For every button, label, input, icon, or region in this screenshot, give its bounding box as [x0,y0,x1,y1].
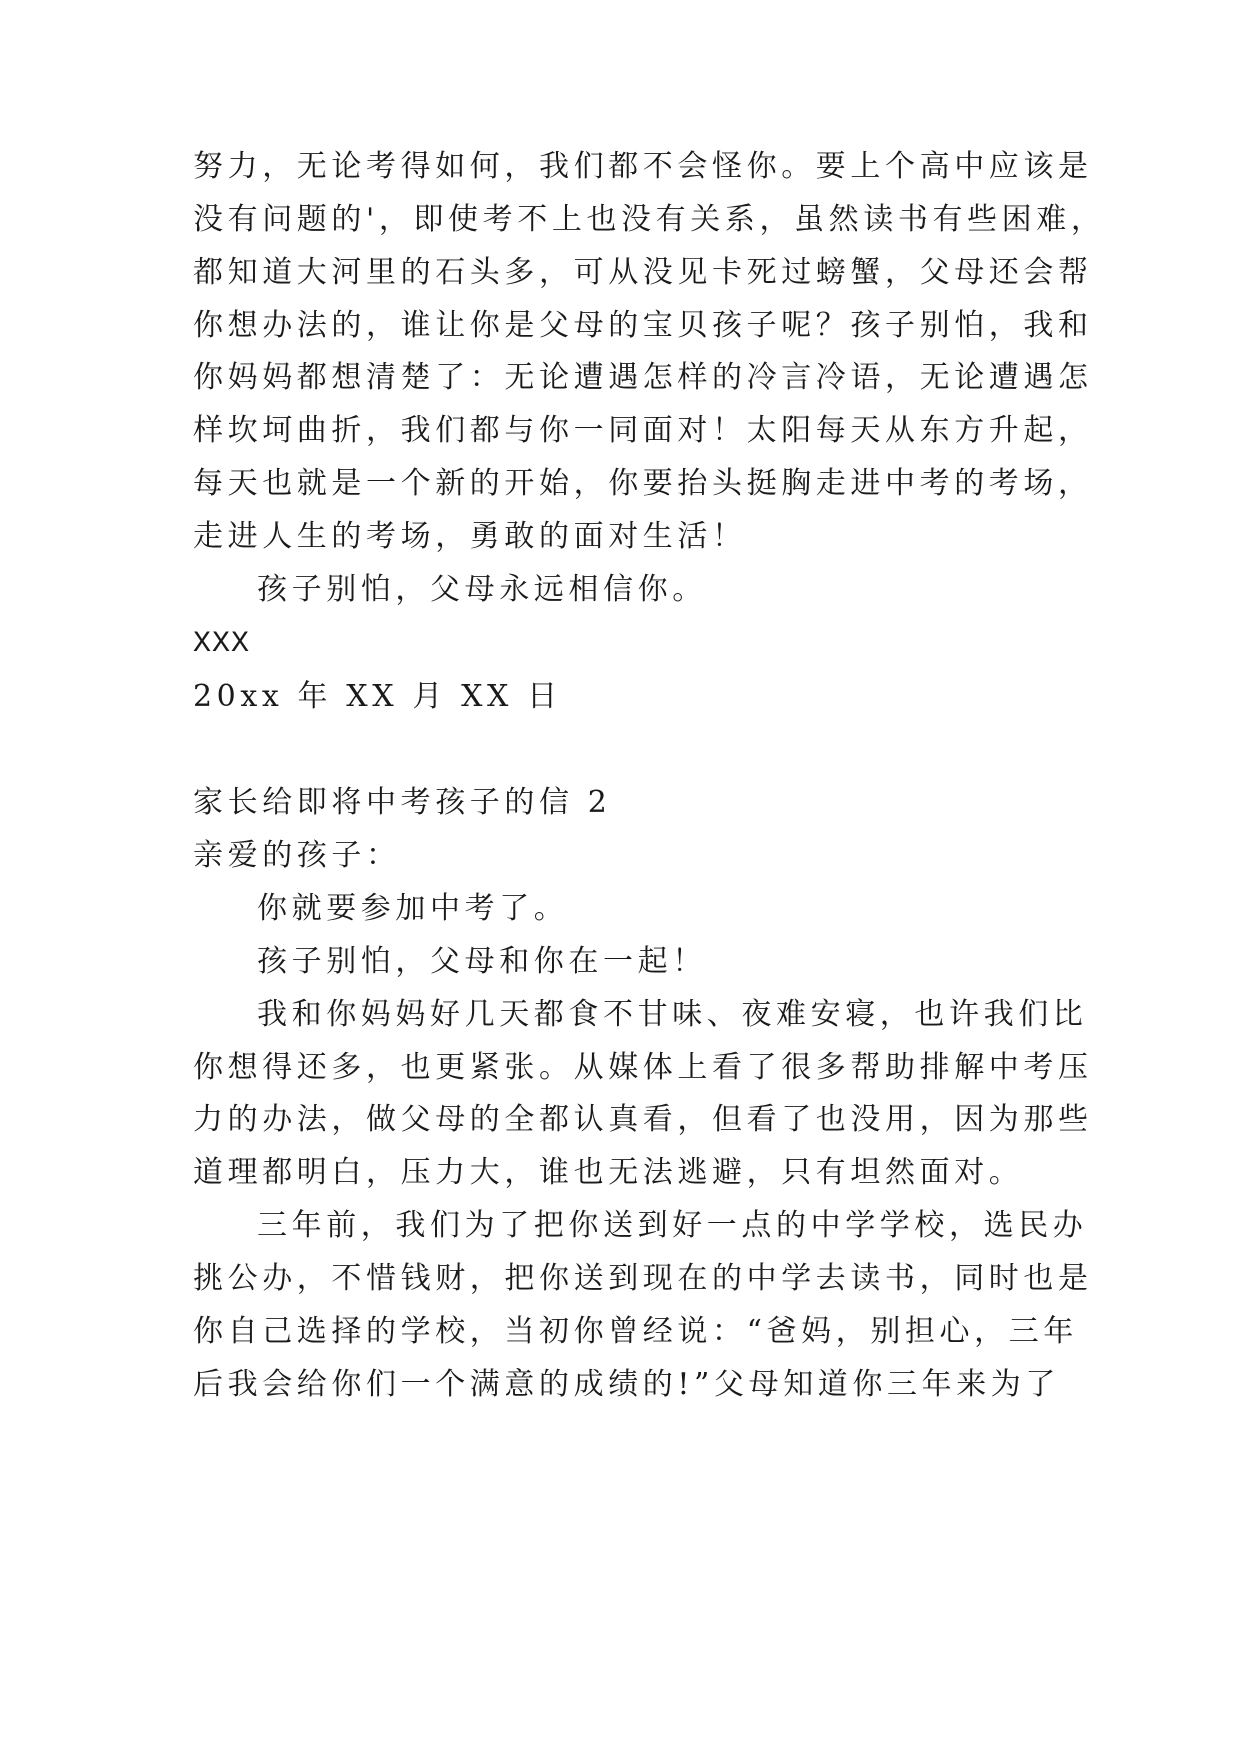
paragraph-line: 三年前，我们为了把你送到好一点的中学学校，选民办 [257,1208,1088,1243]
paragraph-line: 你就要参加中考了。 [257,891,569,926]
paragraph-line: 孩子别怕，父母和你在一起！ [257,944,707,979]
paragraph-line: 你想得还多，也更紧张。从媒体上看了很多帮助排解中考压 [193,1050,1093,1085]
date-line: 20xx 年 XX 月 XX 日 [193,679,562,714]
paragraph-line: 道理都明白，压力大，谁也无法逃避，只有坦然面对。 [193,1155,1024,1190]
paragraph-line: 挑公办，不惜钱财，把你送到现在的中学去读书，同时也是 [193,1261,1093,1296]
paragraph-line: 力的办法，做父母的全都认真看，但看了也没用，因为那些 [193,1102,1093,1137]
paragraph-line: 没有问题的'，即使考不上也没有关系，虽然读书有些困难， [193,202,1106,237]
salutation: 亲爱的孩子： [193,838,401,873]
letter-title: 家长给即将中考孩子的信 2 [193,785,612,820]
paragraph-line: 你妈妈都想清楚了：无论遭遇怎样的冷言冷语，无论遭遇怎 [193,360,1093,395]
paragraph-line: 你自己选择的学校，当初你曾经说：“爸妈，别担心，三年 [193,1314,1078,1349]
paragraph-line: 走进人生的考场，勇敢的面对生活！ [193,519,747,554]
paragraph-line: 后我会给你们一个满意的成绩的!”父母知道你三年来为了 [193,1367,1060,1402]
paragraph-line: 每天也就是一个新的开始，你要抬头挺胸走进中考的考场， [193,466,1093,501]
paragraph-line: 都知道大河里的石头多，可从没见卡死过螃蟹，父母还会帮 [193,255,1093,290]
signature: XXX [193,627,251,661]
paragraph-line: 你想办法的，谁让你是父母的宝贝孩子呢？孩子别怕，我和 [193,308,1093,343]
paragraph-line: 我和你妈妈好几天都食不甘味、夜难安寝，也许我们比 [257,997,1088,1032]
paragraph-line: 样坎坷曲折，我们都与你一同面对！太阳每天从东方升起， [193,413,1093,448]
paragraph-line: 努力，无论考得如何，我们都不会怪你。要上个高中应该是 [193,149,1093,184]
closing-line: 孩子别怕，父母永远相信你。 [257,572,707,607]
